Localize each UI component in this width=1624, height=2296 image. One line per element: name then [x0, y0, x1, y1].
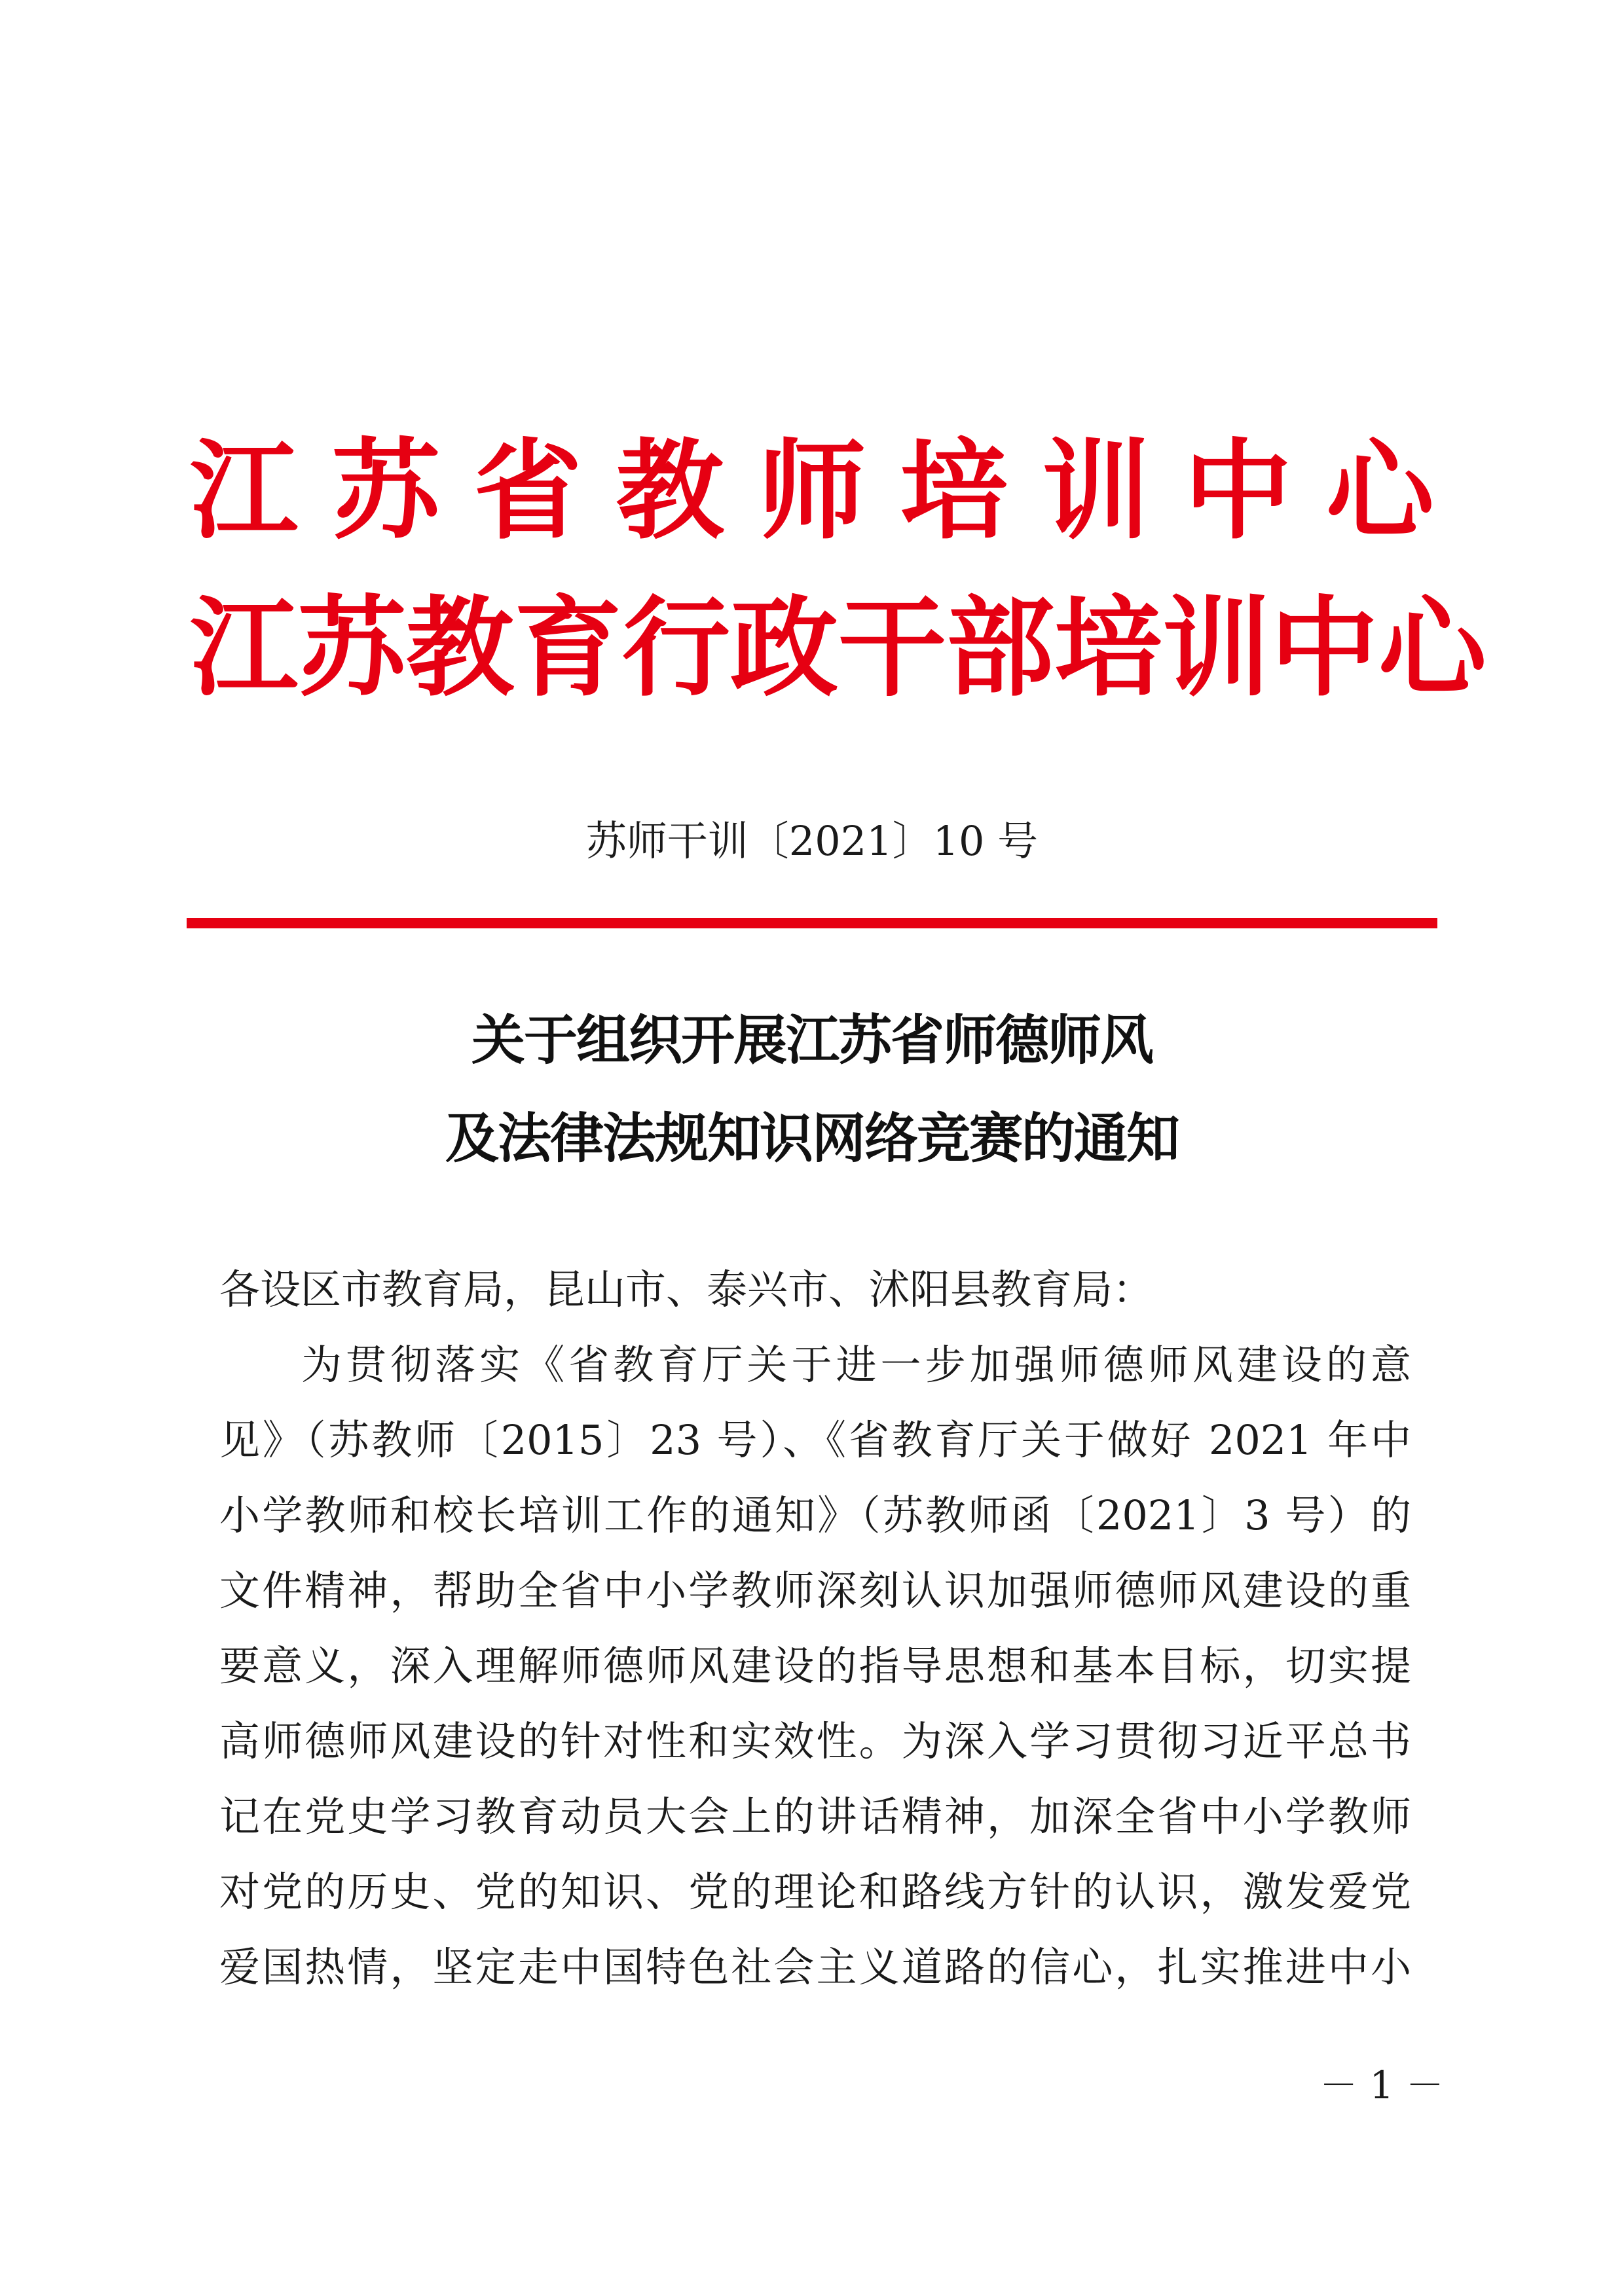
body-text-line: 高师德师风建设的针对性和实效性。为深入学习贯彻习近平总书: [219, 1717, 1411, 1765]
issuer-char: 干: [838, 585, 946, 711]
issuer-char: 心: [1378, 585, 1486, 711]
issuer-char: 训: [1162, 585, 1270, 711]
body-text-line: 小学教师和校长培训工作的通知》（苏教师函〔2021〕3 号）的: [219, 1491, 1411, 1539]
red-divider-rule: [187, 918, 1437, 928]
body-text-line: 文件精神，帮助全省中小学教师深刻认识加强师德师风建设的重: [219, 1567, 1411, 1614]
issuer-char: 教: [616, 428, 724, 554]
issuer-char: 培: [900, 428, 1008, 554]
salutation: 各设区市教育局，昆山市、泰兴市、沭阳县教育局：: [219, 1266, 1154, 1313]
document-title-line-1: 关于组织开展江苏省师德师风: [471, 1010, 1153, 1072]
issuer-char: 教: [406, 585, 514, 711]
body-text-line: 记在党史学习教育动员大会上的讲话精神，加深全省中小学教师: [219, 1793, 1411, 1840]
issuer-char: 省: [473, 428, 582, 554]
issuer-char: 行: [622, 585, 730, 711]
issuer-char: 江: [190, 585, 298, 711]
body-text-line: 对党的历史、党的知识、党的理论和路线方针的认识，激发爱党: [219, 1868, 1411, 1916]
document-title-line-2: 及法律法规知识网络竞赛的通知: [445, 1108, 1179, 1170]
body-text-line: 爱国热情，坚定走中国特色社会主义道路的信心，扎实推进中小: [219, 1943, 1411, 1991]
issuer-name-line-1: [190, 426, 1434, 556]
issuer-char: 育: [514, 585, 622, 711]
body-text-line: 为贯彻落实《省教育厅关于进一步加强师德师风建设的意: [301, 1341, 1411, 1389]
issuer-char: 政: [730, 585, 838, 711]
issuer-char: 苏: [331, 428, 440, 554]
issuer-name-line-2: [190, 583, 1486, 714]
issuer-char: 中: [1184, 428, 1293, 554]
page-number: － 1 －: [1320, 2063, 1444, 2107]
body-text-line: 见》（苏教师〔2015〕23 号）、《省教育厅关于做好 2021 年中: [219, 1416, 1411, 1464]
document-number: 苏师干训〔2021〕10 号: [585, 817, 1039, 865]
issuer-char: 训: [1042, 428, 1151, 554]
issuer-char: 苏: [298, 585, 406, 711]
issuer-char: 师: [758, 428, 866, 554]
body-text-line: 要意义，深入理解师德师风建设的指导思想和基本目标，切实提: [219, 1642, 1411, 1690]
issuer-char: 部: [946, 585, 1054, 711]
issuer-char: 心: [1326, 428, 1434, 554]
issuer-char: 江: [190, 428, 298, 554]
issuer-char: 中: [1270, 585, 1378, 711]
issuer-char: 培: [1054, 585, 1162, 711]
